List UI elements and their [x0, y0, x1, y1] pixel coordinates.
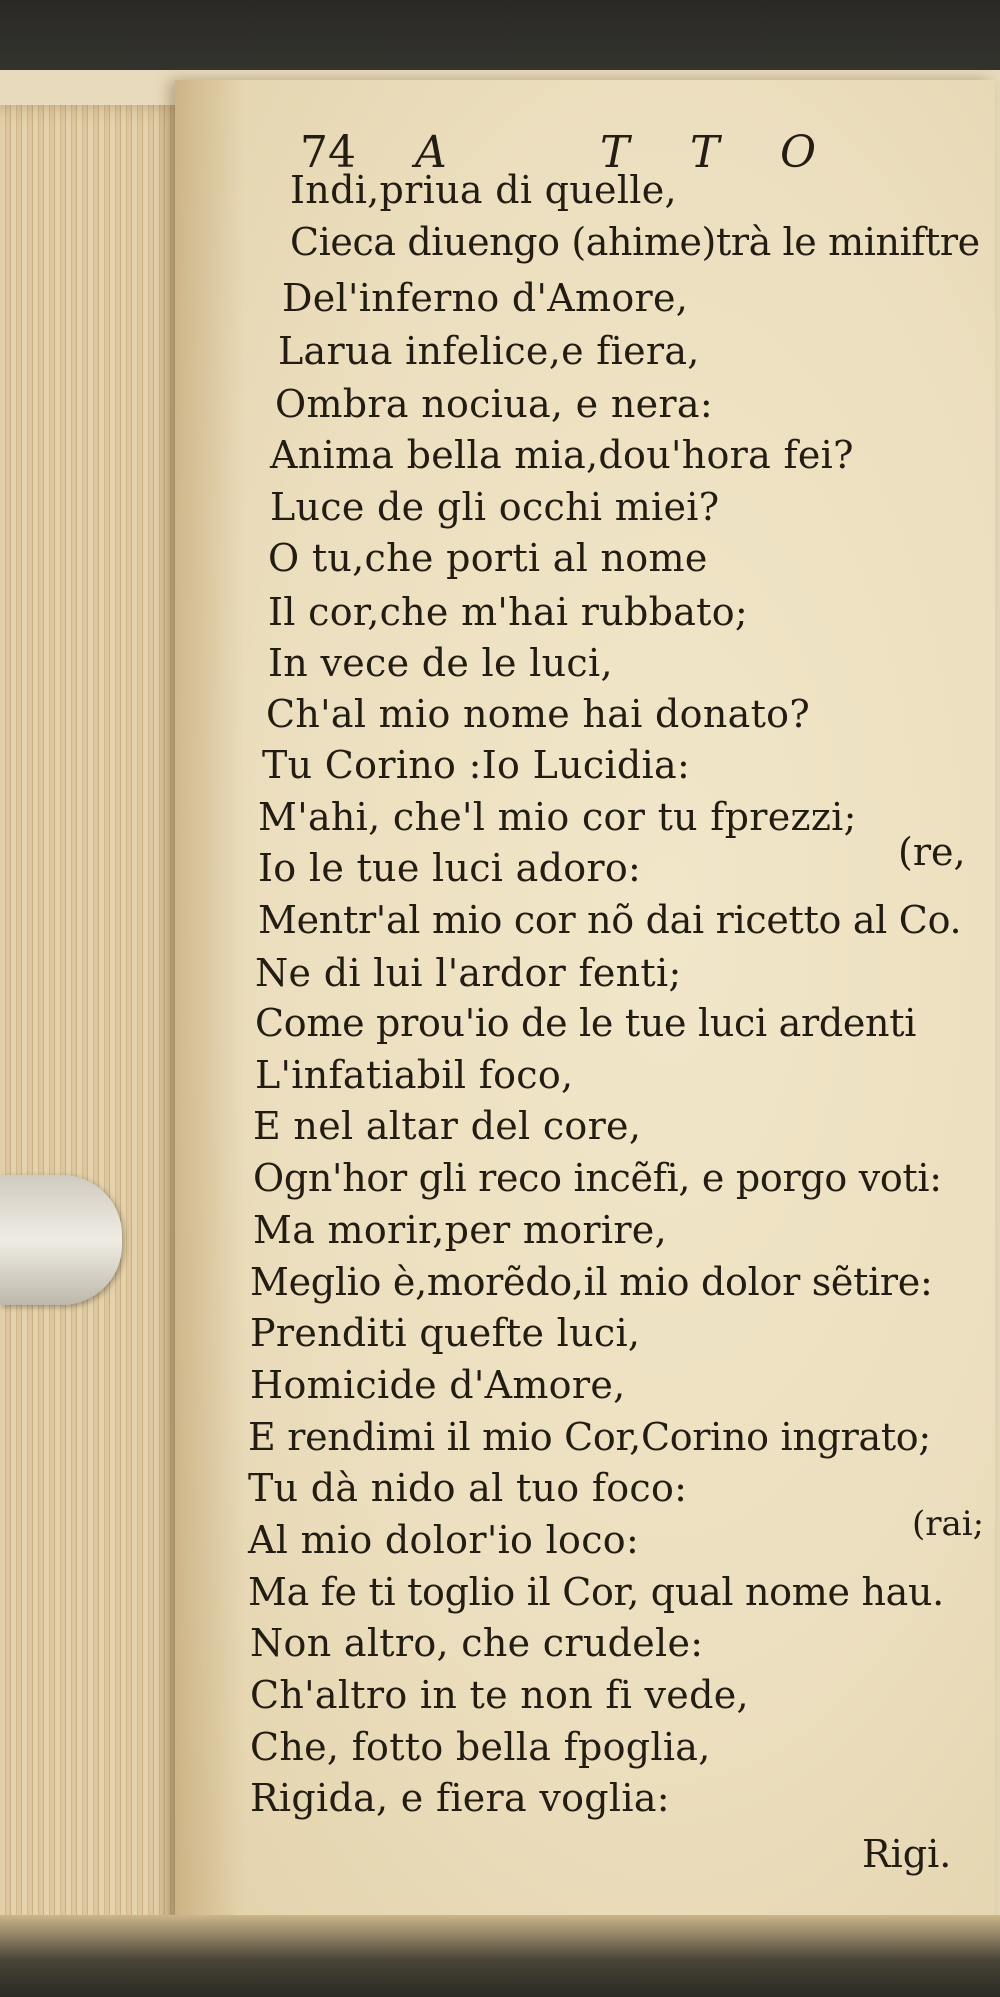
verse-line: E nel altar del core, — [253, 1104, 642, 1148]
verse-line: Indi,priua di quelle, — [290, 168, 677, 212]
page-number: 74 — [300, 127, 356, 178]
turnover-mark: (re, — [898, 830, 966, 874]
verse-line: Ne di lui l'ardor fenti; — [255, 951, 682, 995]
verse-line: Il cor,che m'hai rubbato; — [268, 590, 749, 634]
verse-line: Anima bella mia,dou'hora fei? — [270, 433, 854, 477]
verse-line: Come prou'io de le tue luci ardenti — [255, 1001, 917, 1045]
verse-line: Tu Corino :Io Lucidia: — [262, 743, 691, 787]
verse-line: Ch'altro in te non fi vede, — [250, 1673, 749, 1717]
verse-line: L'infatiabil foco, — [255, 1053, 574, 1097]
verse-line: Ogn'hor gli reco incẽfi, e porgo voti: — [253, 1156, 942, 1200]
verse-line: Luce de gli occhi miei? — [270, 485, 720, 529]
verse-line: Homicide d'Amore, — [250, 1363, 626, 1407]
running-title-letter: A — [415, 127, 447, 178]
verse-line: Io le tue luci adoro: — [258, 846, 642, 890]
verse-line: Meglio è,morẽdo,il mio dolor sẽtire: — [250, 1260, 933, 1304]
verse-line: Ma morir,per morire, — [253, 1208, 667, 1252]
verse-line: E rendimi il mio Cor,Corino ingrato; — [248, 1415, 931, 1459]
verse-line: Ch'al mio nome hai donato? — [266, 692, 810, 736]
verse-line: Del'inferno d'Amore, — [282, 276, 689, 320]
verse-line: Al mio dolor'io loco: — [248, 1518, 640, 1562]
verse-line: Mentr'al mio cor nõ dai ricetto al Co. — [258, 898, 962, 942]
verse-line: Ma fe ti toglio il Cor, qual nome hau. — [248, 1570, 944, 1614]
verse-line: Tu dà nido al tuo foco: — [248, 1466, 688, 1510]
verse-line: Cieca diuengo (ahime)trà le miniftre — [290, 220, 980, 264]
verse-line: In vece de le luci, — [268, 641, 613, 685]
verse-line: Prenditi quefte luci, — [250, 1311, 641, 1355]
verse-line: M'ahi, che'l mio cor tu fprezzi; — [258, 795, 857, 839]
verse-line: Larua infelice,e fiera, — [278, 329, 700, 373]
turnover-mark: (rai; — [912, 1504, 985, 1544]
verse-line: O tu,che porti al nome — [268, 536, 708, 580]
running-title-letter: O — [780, 127, 817, 178]
page-edges — [0, 105, 185, 1945]
bottom-edge — [0, 1915, 1000, 1997]
catchword: Rigi. — [862, 1832, 952, 1876]
running-title-letter: T — [690, 127, 720, 178]
gutter-shadow — [175, 80, 245, 1940]
clasp-strap — [0, 1175, 122, 1305]
verse-line: Ombra nociua, e nera: — [275, 382, 713, 426]
verse-line: Che, fotto bella fpoglia, — [250, 1725, 711, 1769]
verse-line: Rigida, e fiera voglia: — [250, 1776, 670, 1820]
running-title-letter: T — [600, 127, 630, 178]
verse-line: Non altro, che crudele: — [250, 1621, 704, 1665]
